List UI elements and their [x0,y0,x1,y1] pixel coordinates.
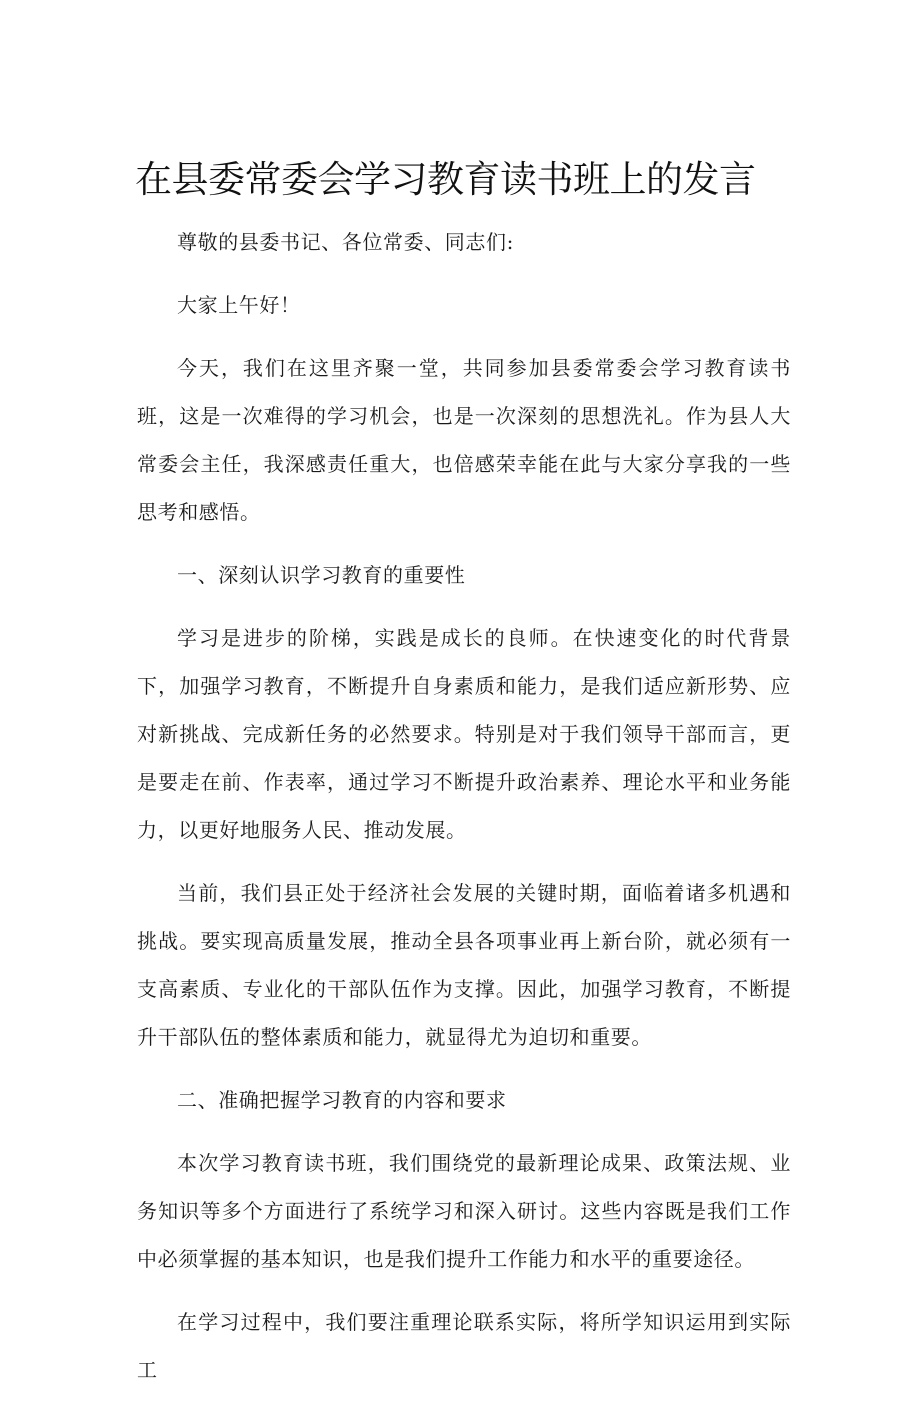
greeting-paragraph: 大家上午好！ [177,293,301,317]
intro-paragraph: 今天，我们在这里齐聚一堂，共同参加县委常委会学习教育读书班，这是一次难得的学习机会，也是一次深刻的思想洗礼。作为县人大常委会主任，我深感责任重大，也倍感荣幸能在此与大家分享我的一些思考和感悟。 [137,356,791,524]
body-paragraph-truncated: 在学习过程中，我们要注重理论联系实际，将所学知识运用到实际工 [137,1310,791,1382]
body-paragraph: 当前，我们县正处于经济社会发展的关键时期，面临着诸多机遇和挑战。要实现高质量发展，推动全县各项事业再上新台阶，就必须有一支高素质、专业化的干部队伍作为支撑。因此，加强学习教育，不断提升干部队伍的整体素质和能力，就显得尤为迫切和重要。 [137,881,791,1049]
document-title: 在县委常委会学习教育读书班上的发言 [135,158,756,201]
section-heading-1: 一、深刻认识学习教育的重要性 [177,563,466,587]
salutation-paragraph: 尊敬的县委书记、各位常委、同志们: [177,230,514,254]
section-heading-2: 二、准确把握学习教育的内容和要求 [177,1088,507,1112]
document-body [137,218,791,1409]
body-paragraph: 学习是进步的阶梯，实践是成长的良师。在快速变化的时代背景下，加强学习教育，不断提升自身素质和能力，是我们适应新形势、应对新挑战、完成新任务的必然要求。特别是对于我们领导干部而言，更是要走在前、作表率，通过学习不断提升政治素养、理论水平和业务能力，以更好地服务人民、推动发展。 [137,626,791,842]
body-paragraph: 本次学习教育读书班，我们围绕党的最新理论成果、政策法规、业务知识等多个方面进行了系统学习和深入研讨。这些内容既是我们工作中必须掌握的基本知识，也是我们提升工作能力和水平的重要途径。 [137,1151,791,1271]
